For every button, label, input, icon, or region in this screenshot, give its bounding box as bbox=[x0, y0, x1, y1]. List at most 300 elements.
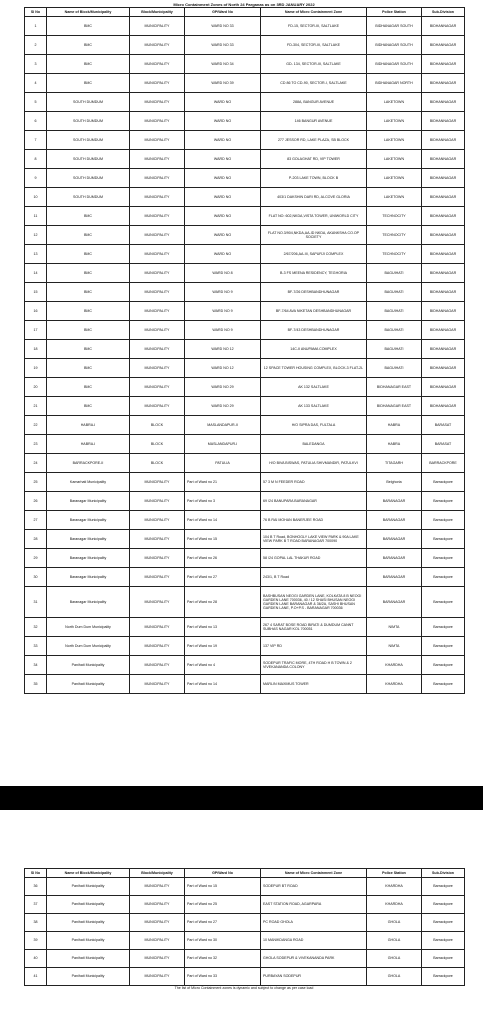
table-cell: 36 bbox=[25, 878, 47, 896]
table-cell: SOUTH DUMDUM bbox=[47, 112, 130, 131]
table-row bbox=[25, 74, 465, 93]
table-row bbox=[25, 473, 465, 492]
table-row bbox=[25, 968, 465, 986]
column-header: Name of Block/Municipality bbox=[47, 869, 130, 878]
table-cell: 14 bbox=[25, 264, 47, 283]
table-cell: BIDHANNAGAR bbox=[422, 397, 465, 416]
table-row bbox=[25, 568, 465, 587]
table-cell: MUNICIPALITY bbox=[130, 131, 185, 150]
table-cell: 7 bbox=[25, 131, 47, 150]
table-cell: Panihati Municipality bbox=[47, 914, 130, 932]
table-cell: Panihati Municipality bbox=[47, 950, 130, 968]
table-cell: Barrackpore bbox=[422, 675, 465, 694]
table-cell: WARD NO 33 bbox=[185, 36, 261, 55]
table-row bbox=[25, 454, 465, 473]
table-row bbox=[25, 878, 465, 896]
table-header-row bbox=[25, 8, 465, 17]
table-cell: LAKETOWN bbox=[367, 188, 422, 207]
table-cell: 35 bbox=[25, 675, 47, 694]
table-cell: BIDHANAGAR NORTH bbox=[367, 74, 422, 93]
table-cell: BAGUIHATI bbox=[367, 321, 422, 340]
table-cell: MUNICIPALITY bbox=[130, 302, 185, 321]
table-cell: FLAT NO: 602,NKDA,VISTA TOWER, UNIWORLD CITY bbox=[261, 207, 367, 226]
page-title: Micro Containment Zones of North 24 Parganas as on 3RD JANUARY 2022 bbox=[173, 2, 315, 7]
table-cell: 2/67/206,AA-III, SAPURJI COMPLEX bbox=[261, 245, 367, 264]
table-cell: Part of Ward no 15 bbox=[185, 530, 261, 549]
table-cell: 40 bbox=[25, 950, 47, 968]
table-cell: 38 bbox=[25, 914, 47, 932]
table-cell: Barrackpore bbox=[422, 587, 465, 618]
table-cell: MASLANDAPUR-I bbox=[185, 435, 261, 454]
table-row bbox=[25, 656, 465, 675]
table-cell: MUNICIPALITY bbox=[130, 245, 185, 264]
table-cell: BMC bbox=[47, 226, 130, 245]
table-cell: MUNICIPALITY bbox=[130, 226, 185, 245]
table-cell: WARD NO bbox=[185, 93, 261, 112]
column-header: Name of Micro Containment Zone bbox=[261, 869, 367, 878]
table-cell: MARLIN MAXIMUS TOWER bbox=[261, 675, 367, 694]
table-cell: BIDHANNAGAR bbox=[422, 36, 465, 55]
table-cell: GHOLA bbox=[367, 968, 422, 986]
table-cell: BAGUIHATI bbox=[367, 359, 422, 378]
table-cell: PURBAYAN SODEPUR bbox=[261, 968, 367, 986]
table-cell: 32 bbox=[25, 618, 47, 637]
column-header: Name of Block/Municipality bbox=[47, 8, 130, 17]
table-cell: GHOLA bbox=[367, 914, 422, 932]
table-cell: BIDHANNAGAR bbox=[422, 283, 465, 302]
table-row bbox=[25, 264, 465, 283]
table-cell: MUNICIPALITY bbox=[130, 378, 185, 397]
table-cell: Baranagar Municipality bbox=[47, 568, 130, 587]
table-row bbox=[25, 131, 465, 150]
table-cell: WARD NO bbox=[185, 245, 261, 264]
table-cell: BIDHANNAGAR bbox=[422, 17, 465, 36]
table-cell: 34 bbox=[25, 656, 47, 675]
table-row bbox=[25, 169, 465, 188]
table-cell: Baranagar Municipality bbox=[47, 587, 130, 618]
table-cell: Part of Ward no 3 bbox=[185, 492, 261, 511]
table-cell: 10 MANIKDANGA ROAD bbox=[261, 932, 367, 950]
table-cell: 27 bbox=[25, 511, 47, 530]
table-cell: MUNICIPALITY bbox=[130, 587, 185, 618]
table-cell: MASLANDAPUR-II bbox=[185, 416, 261, 435]
table-cell: MUNICIPALITY bbox=[130, 896, 185, 914]
table-row bbox=[25, 397, 465, 416]
table-row bbox=[25, 637, 465, 656]
table-cell: Barrackpore bbox=[422, 914, 465, 932]
table-cell: MUNICIPALITY bbox=[130, 492, 185, 511]
table-cell: BIDHANAGAR SOUTH bbox=[367, 36, 422, 55]
table-row bbox=[25, 36, 465, 55]
table-row bbox=[25, 302, 465, 321]
table-cell: GD- 134, SECTOR-III, SALTLAKE bbox=[261, 55, 367, 74]
table-cell: 267 4 SARAT BOSE ROAD BIRATI & DUMDUM CANNT SUBHAS NAGAR KOL 700051 bbox=[261, 618, 367, 637]
table-cell: BMC bbox=[47, 378, 130, 397]
table-cell: WARD NO bbox=[185, 188, 261, 207]
table-cell: KHARDHA bbox=[367, 675, 422, 694]
table-cell: BARASAT bbox=[422, 435, 465, 454]
table-cell: Barrackpore bbox=[422, 932, 465, 950]
table-cell: 39 bbox=[25, 932, 47, 950]
table-cell: SOUTH DUMDUM bbox=[47, 93, 130, 112]
table-cell: BIDHANNAGAR bbox=[422, 226, 465, 245]
table-cell: 30 bbox=[25, 568, 47, 587]
table-row bbox=[25, 932, 465, 950]
table-cell: LAKETOWN bbox=[367, 131, 422, 150]
table-cell: AK 132 SALTLAKE bbox=[261, 378, 367, 397]
table-cell: BMC bbox=[47, 245, 130, 264]
table-cell: 22 bbox=[25, 416, 47, 435]
table-row bbox=[25, 340, 465, 359]
table-cell: 15 bbox=[25, 283, 47, 302]
table-cell: 19 bbox=[25, 359, 47, 378]
table-cell: GHOLA bbox=[367, 932, 422, 950]
table-row bbox=[25, 150, 465, 169]
table-cell: BIDHANNAGAR bbox=[422, 207, 465, 226]
table-cell: Barrackpore bbox=[422, 492, 465, 511]
table-cell: BARRACKPORE bbox=[422, 454, 465, 473]
table-cell: WARD NO 12 bbox=[185, 359, 261, 378]
table-cell: Barrackpore bbox=[422, 618, 465, 637]
table-cell: SOUTH DUMDUM bbox=[47, 150, 130, 169]
table-cell: BMC bbox=[47, 283, 130, 302]
table-cell: Barrackpore bbox=[422, 878, 465, 896]
table-cell: BMC bbox=[47, 302, 130, 321]
table-cell: BASHBUSAN NEOGI GARDEN LANE, KOLKATA 8 B NEOGI GARDEN LANE 700036, 40 / 12 SHASI BHUSAN NEOGI GARDEN LANE BARANAGAR & 36/2A, SASHI BHUSAN GARDEN LANE, P.O+P.S - BARANAGAR 700036 bbox=[261, 587, 367, 618]
table-cell: MUNICIPALITY bbox=[130, 530, 185, 549]
table-cell: 23 bbox=[25, 435, 47, 454]
table-cell: Barrackpore bbox=[422, 656, 465, 675]
table-cell: BARANAGAR bbox=[367, 492, 422, 511]
table-row bbox=[25, 359, 465, 378]
table-cell: Kamarhati Municipality bbox=[47, 473, 130, 492]
table-cell: 403/1 DAKSHIN DARI RD, ALCOVE GLORIA bbox=[261, 188, 367, 207]
table-cell: SODEPUR TRAFIC MORE, 4TH ROAD H B TOWN & 2 VIVEKANANDA COLONY bbox=[261, 656, 367, 675]
table-cell: BIDHANNAGAR bbox=[422, 359, 465, 378]
column-header: Sub-Division bbox=[422, 869, 465, 878]
table-cell: MUNICIPALITY bbox=[130, 169, 185, 188]
table-cell: MUNICIPALITY bbox=[130, 950, 185, 968]
table-cell: 83 GOLAGHAT RD, VIP TOWER bbox=[261, 150, 367, 169]
table-cell: Panihati Municipality bbox=[47, 878, 130, 896]
table-cell: BIDHANNAGAR bbox=[422, 245, 465, 264]
table-cell: MUNICIPALITY bbox=[130, 74, 185, 93]
footer-note: The list of Micro Containment zones is dynamic and subject to change as per case load bbox=[174, 986, 314, 990]
table-cell: CD 86 TO CD-90, SECTOR-I, SALTLAKE bbox=[261, 74, 367, 93]
table-cell: PATULIA bbox=[185, 454, 261, 473]
table-cell: 243/1, B T Road bbox=[261, 568, 367, 587]
table-cell: MUNICIPALITY bbox=[130, 914, 185, 932]
table-cell: 33 bbox=[25, 637, 47, 656]
table-cell: MUNICIPALITY bbox=[130, 656, 185, 675]
column-header: Sl No bbox=[25, 869, 47, 878]
table-cell: 31 bbox=[25, 587, 47, 618]
table-row bbox=[25, 283, 465, 302]
table-cell: MUNICIPALITY bbox=[130, 207, 185, 226]
table-cell: EAST STATION ROAD, AGARPARA bbox=[261, 896, 367, 914]
table-cell: HABRA-I bbox=[47, 435, 130, 454]
column-header: Name of Micro Containment Zone bbox=[261, 8, 367, 17]
table-cell: BARANAGAR bbox=[367, 511, 422, 530]
table-cell: BIDHANNAGAR bbox=[422, 264, 465, 283]
table-cell: SOUTH DUMDUM bbox=[47, 131, 130, 150]
table-cell: BF-7/64 AVA NIKETAN DESHBANDHUNAGAR bbox=[261, 302, 367, 321]
table-cell: Baranagar Municipality bbox=[47, 549, 130, 568]
table-cell: 29 bbox=[25, 549, 47, 568]
table-cell: WARD NO 8 bbox=[185, 264, 261, 283]
table-cell: BIDHANAGAR SOUTH bbox=[367, 55, 422, 74]
table-cell: Panihati Municipality bbox=[47, 932, 130, 950]
table-cell: 11 bbox=[25, 207, 47, 226]
table-cell: BLOCK bbox=[130, 416, 185, 435]
table-cell: NIMTA bbox=[367, 637, 422, 656]
table-cell: 12 bbox=[25, 226, 47, 245]
table-cell: BMC bbox=[47, 36, 130, 55]
table-cell: WARD NO bbox=[185, 131, 261, 150]
table-cell: 21 bbox=[25, 397, 47, 416]
table-cell: Barrackpore bbox=[422, 968, 465, 986]
table-cell: BARRACKPORE-II bbox=[47, 454, 130, 473]
table-cell: BAGUIHATI bbox=[367, 302, 422, 321]
table-cell: Part of Ward no 30 bbox=[185, 932, 261, 950]
table-cell: Panihati Municipality bbox=[47, 896, 130, 914]
column-header: Sl No bbox=[25, 8, 47, 17]
table-cell: Baranagar Municipality bbox=[47, 530, 130, 549]
table-row bbox=[25, 245, 465, 264]
table-cell: H/O BIVA BISWAS, PATULIA SHIVMANDIR, PATULKVI bbox=[261, 454, 367, 473]
table-cell: BIDHANNAGAR bbox=[422, 131, 465, 150]
table-cell: BIDHANNAGAR bbox=[422, 340, 465, 359]
table-cell: BIDHANNAGAR bbox=[422, 93, 465, 112]
table-cell: MUNICIPALITY bbox=[130, 473, 185, 492]
table-cell: 277 JESSOR RD, LAKE PLAZA, SB BLOCK bbox=[261, 131, 367, 150]
table-cell: HABRA-I bbox=[47, 416, 130, 435]
table-cell: 17 bbox=[25, 321, 47, 340]
containment-table-page-1 bbox=[24, 7, 465, 694]
table-cell: Part of Ward no 27 bbox=[185, 914, 261, 932]
table-cell: North Dum Dum Municipality bbox=[47, 637, 130, 656]
table-row bbox=[25, 511, 465, 530]
table-cell: AK 133 SALTLAKE bbox=[261, 397, 367, 416]
table-cell: BLOCK bbox=[130, 454, 185, 473]
table-row bbox=[25, 530, 465, 549]
table-cell: Barrackpore bbox=[422, 530, 465, 549]
table-row bbox=[25, 950, 465, 968]
table-cell: BIDHANAGAR EAST bbox=[367, 397, 422, 416]
table-cell: Barrackpore bbox=[422, 950, 465, 968]
table-cell: 18 bbox=[25, 340, 47, 359]
table-cell: NIMTA bbox=[367, 618, 422, 637]
table-cell: MUNICIPALITY bbox=[130, 968, 185, 986]
table-cell: Panihati Municipality bbox=[47, 968, 130, 986]
table-row bbox=[25, 55, 465, 74]
table-cell: SOUTH DUMDUM bbox=[47, 188, 130, 207]
table-cell: 8 bbox=[25, 150, 47, 169]
table-cell: 69 /24 BANUPARA BARANAGAR bbox=[261, 492, 367, 511]
table-cell: Part of Ward no 28 bbox=[185, 587, 261, 618]
table-cell: BIDHANNAGAR bbox=[422, 150, 465, 169]
table-cell: MUNICIPALITY bbox=[130, 283, 185, 302]
table-cell: FD-304, SECTOR-III, SALTLAKE bbox=[261, 36, 367, 55]
table-cell: Barrackpore bbox=[422, 549, 465, 568]
table-cell: MUNICIPALITY bbox=[130, 112, 185, 131]
table-cell: BMC bbox=[47, 74, 130, 93]
table-row bbox=[25, 587, 465, 618]
table-cell: WARD NO 9 bbox=[185, 321, 261, 340]
table-cell: 288A, BANGUR AVENUE bbox=[261, 93, 367, 112]
table-cell: 14C-II ANUPAMA COMPLEX bbox=[261, 340, 367, 359]
table-cell: KHARDHA bbox=[367, 656, 422, 675]
table-cell: MUNICIPALITY bbox=[130, 397, 185, 416]
table-cell: Part of Ward no 21 bbox=[185, 473, 261, 492]
table-cell: Barrackpore bbox=[422, 568, 465, 587]
table-cell: BALEDANGA bbox=[261, 435, 367, 454]
table-cell: WARD NO 9 bbox=[185, 283, 261, 302]
table-cell: SOUTH DUMDUM bbox=[47, 169, 130, 188]
table-cell: BIDHANAGAR EAST bbox=[367, 378, 422, 397]
table-cell: 137 VIP RD bbox=[261, 637, 367, 656]
table-cell: BAGUIHATI bbox=[367, 283, 422, 302]
table-cell: BLOCK bbox=[130, 435, 185, 454]
table-cell: BAGUIHATI bbox=[367, 264, 422, 283]
table-cell: Part of Ward no 32 bbox=[185, 950, 261, 968]
table-cell: MUNICIPALITY bbox=[130, 359, 185, 378]
table-cell: BIDHANNAGAR bbox=[422, 302, 465, 321]
table-cell: BF-7/43 DESHBANDHUNAGAR bbox=[261, 321, 367, 340]
table-cell: BMC bbox=[47, 55, 130, 74]
table-cell: 58 /24 GOPAL LAL THAKUR ROAD bbox=[261, 549, 367, 568]
table-cell: LAKETOWN bbox=[367, 150, 422, 169]
table-cell: Part of Ward no 33 bbox=[185, 968, 261, 986]
table-cell: Panihati Municipality bbox=[47, 675, 130, 694]
table-cell: 10 bbox=[25, 188, 47, 207]
table-cell: Part of Ward no 4 bbox=[185, 656, 261, 675]
table-cell: P-203 LAKE TOWN, BLOCK B bbox=[261, 169, 367, 188]
table-cell: BIDHANNAGAR bbox=[422, 321, 465, 340]
table-cell: Panihati Municipality bbox=[47, 656, 130, 675]
table-cell: MUNICIPALITY bbox=[130, 932, 185, 950]
table-cell: HABRA bbox=[367, 435, 422, 454]
table-cell: TECHNOCITY bbox=[367, 245, 422, 264]
table-cell: BMC bbox=[47, 17, 130, 36]
table-cell: BMC bbox=[47, 264, 130, 283]
table-cell: Barrackpore bbox=[422, 637, 465, 656]
table-cell: MUNICIPALITY bbox=[130, 321, 185, 340]
table-cell: BMC bbox=[47, 359, 130, 378]
table-cell: Baranagar Municipality bbox=[47, 492, 130, 511]
table-cell: PC ROAD GHOLA bbox=[261, 914, 367, 932]
table-cell: TECHNOCITY bbox=[367, 226, 422, 245]
table-cell: MUNICIPALITY bbox=[130, 340, 185, 359]
table-cell: 12 SPACE TOWER HOUSING COMPLEX, BLOCK-3 FLAT-2L bbox=[261, 359, 367, 378]
table-cell: MUNICIPALITY bbox=[130, 264, 185, 283]
table-row bbox=[25, 675, 465, 694]
table-cell: 9 bbox=[25, 169, 47, 188]
table-cell: BARANAGAR bbox=[367, 568, 422, 587]
table-cell: BIDHANNAGAR bbox=[422, 74, 465, 93]
table-cell: FLAT NO.3/904,NKDA,AA-ID NKDA, AKANKSHA CO.OP SOCIETY bbox=[261, 226, 367, 245]
table-cell: WARD NO 39 bbox=[185, 74, 261, 93]
table-cell: WARD NO 12 bbox=[185, 340, 261, 359]
table-cell: LAKETOWN bbox=[367, 112, 422, 131]
table-cell: MUNICIPALITY bbox=[130, 675, 185, 694]
table-cell: BIDHANNAGAR bbox=[422, 188, 465, 207]
table-cell: 76 B RAI MOHAN BANERJEE ROAD bbox=[261, 511, 367, 530]
table-row bbox=[25, 207, 465, 226]
table-row bbox=[25, 378, 465, 397]
table-cell: 5 bbox=[25, 93, 47, 112]
containment-table-page-2 bbox=[24, 868, 465, 986]
table-cell: MUNICIPALITY bbox=[130, 150, 185, 169]
table-cell: WARD NO bbox=[185, 226, 261, 245]
table-cell: Part of Ward no 14 bbox=[185, 675, 261, 694]
table-cell: GHOLA bbox=[367, 950, 422, 968]
table-cell: 37 bbox=[25, 896, 47, 914]
table-cell: WARD NO 34 bbox=[185, 55, 261, 74]
table-cell: MUNICIPALITY bbox=[130, 637, 185, 656]
table-cell: Part of Ward no 26 bbox=[185, 549, 261, 568]
table-row bbox=[25, 492, 465, 511]
table-cell: BF-7/26 DESHBANDHUNAGAR bbox=[261, 283, 367, 302]
table-cell: Part of Ward no 14 bbox=[185, 511, 261, 530]
table-cell: BMC bbox=[47, 340, 130, 359]
column-header: Police Station bbox=[367, 8, 422, 17]
column-header: GP/Ward No bbox=[185, 869, 261, 878]
table-cell: Baranagar Municipality bbox=[47, 511, 130, 530]
table-cell: WARD NO bbox=[185, 150, 261, 169]
table-cell: WARD NO 29 bbox=[185, 378, 261, 397]
table-cell: WARD NO bbox=[185, 169, 261, 188]
table-cell: BARANAGAR bbox=[367, 549, 422, 568]
table-cell: MUNICIPALITY bbox=[130, 93, 185, 112]
table-row bbox=[25, 93, 465, 112]
table-cell: 6 bbox=[25, 112, 47, 131]
table-cell: Part of Ward no 13 bbox=[185, 618, 261, 637]
table-cell: Part of Ward no 15 bbox=[185, 878, 261, 896]
table-cell: SODEPUR BT ROAD bbox=[261, 878, 367, 896]
table-cell: 146 BANGUR AVENUE bbox=[261, 112, 367, 131]
table-cell: Part of Ward no 27 bbox=[185, 568, 261, 587]
table-cell: 57 3 M N FEEDER ROAD bbox=[261, 473, 367, 492]
table-cell: 3 bbox=[25, 55, 47, 74]
table-row bbox=[25, 618, 465, 637]
table-cell: 24 bbox=[25, 454, 47, 473]
table-cell: 28 bbox=[25, 530, 47, 549]
table-cell: MUNICIPALITY bbox=[130, 188, 185, 207]
table-cell: KHARDHA bbox=[367, 878, 422, 896]
table-cell: KHARDHA bbox=[367, 896, 422, 914]
table-cell: BARASAT bbox=[422, 416, 465, 435]
document-page-2 bbox=[0, 810, 483, 1024]
table-cell: HABRA bbox=[367, 416, 422, 435]
table-cell: BMC bbox=[47, 321, 130, 340]
table-cell: 25 bbox=[25, 473, 47, 492]
table-cell: MUNICIPALITY bbox=[130, 878, 185, 896]
column-header: Sub-Division bbox=[422, 8, 465, 17]
table-row bbox=[25, 435, 465, 454]
table-row bbox=[25, 321, 465, 340]
column-header: Police Station bbox=[367, 869, 422, 878]
table-cell: MUNICIPALITY bbox=[130, 511, 185, 530]
table-cell: 1 bbox=[25, 17, 47, 36]
table-cell: 20 bbox=[25, 378, 47, 397]
table-cell: WARD NO bbox=[185, 207, 261, 226]
table-cell: H/O SIPRA DAS, FULTALA bbox=[261, 416, 367, 435]
table-cell: B-3 FS MEENA RESIDENCY, TEGHORIA bbox=[261, 264, 367, 283]
table-cell: 41 bbox=[25, 968, 47, 986]
table-cell: MUNICIPALITY bbox=[130, 36, 185, 55]
table-cell: 13 bbox=[25, 245, 47, 264]
